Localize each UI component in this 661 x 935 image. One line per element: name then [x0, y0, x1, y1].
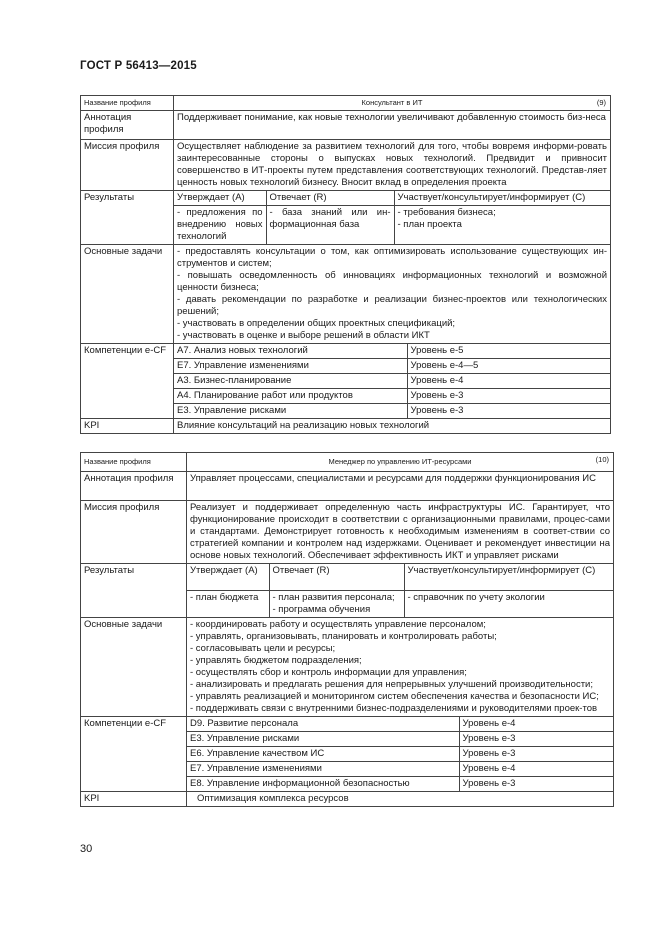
mission-row [81, 140, 611, 191]
competence-level: Уровень е-4—5 [407, 359, 610, 374]
kpi-row [81, 419, 611, 434]
competence-name: D9. Развитие персонала [187, 717, 459, 732]
results-value-approves: - план бюджета [187, 591, 269, 618]
results-value-responsible: - план развития персонала; - программа обучения [269, 591, 404, 618]
kpi-row [81, 792, 614, 807]
kpi-text: Оптимизация комплекса ресурсов [187, 792, 614, 807]
profile-table-10 [80, 452, 614, 807]
task-item: - предоставлять консультации о том, как оптимизировать использование существующих ин-струментов и систем; [177, 246, 607, 269]
competence-level: Уровень е-5 [407, 344, 610, 359]
profile-table-9 [80, 95, 611, 434]
task-item: - координировать работу и осуществлять управление персоналом; [190, 619, 486, 630]
tasks-label: Основные задачи [81, 245, 174, 344]
results-table [174, 191, 610, 244]
competence-level: Уровень е-3 [459, 732, 613, 747]
results-row [81, 564, 614, 618]
tasks-label: Основные задачи [81, 618, 187, 717]
task-item: - управлять реализацией и мониторингом систем обеспечения качества и безопасности ИС; [190, 691, 599, 702]
document-title: ГОСТ Р 56413—2015 [80, 60, 197, 72]
competence-name: Е3. Управление рисками [187, 732, 459, 747]
competence-name: Е3. Управление рисками [174, 404, 407, 419]
kpi-text: Влияние консультаций на реализацию новых технологий [174, 419, 611, 434]
profile-name-cell [187, 453, 614, 472]
results-row [81, 191, 611, 245]
task-item: - управлять бюджетом подразделения; [190, 655, 362, 666]
profile-number: (10) [595, 455, 609, 464]
mission-text: Реализует и поддерживает определенную часть инфраструктуры ИС. Гарантирует, что функционирование происходит в соответствии с организационными правилами, процес-сами и стандартами. Демонстрирует готовность к необходимым изменениям в соответ-ствии со стратегией компании и контролем над издержками. Оценивает и рекомендует инвестиции на основе новых технологий. Обеспечивает эффективность ИКТ и управляет рисками [187, 501, 614, 564]
mission-text: Осуществляет наблюдение за развитием технологий для того, чтобы вовремя информи-ровать заинтересованные стороны о выпусках новых технологий. Предвидит и привносит совершенство в ИТ-проекты путем представления соответствующих технологий. Представ-ляет ценность новых технологий бизнесу. Вносит вклад в определения проекта [174, 140, 611, 191]
annotation-text: Поддерживает понимание, как новые технологии увеличивают добавленную стоимость биз-неса [174, 111, 611, 140]
results-header-responsible: Отвечает (R) [266, 191, 394, 206]
competence-level: Уровень е-3 [410, 405, 464, 416]
kpi-label: KPI [81, 419, 174, 434]
annotation-row [81, 472, 614, 501]
task-item: - участвовать в оценке и выборе решений в области ИКТ [177, 330, 430, 341]
results-label: Результаты [81, 564, 187, 618]
task-item: - анализировать и предлагать решения для непрерывных улучшений производительности; [190, 679, 593, 690]
task-item: - согласовывать цели и ресурсы; [190, 643, 336, 654]
results-table [187, 564, 613, 617]
mission-label: Миссия профиля [81, 501, 187, 564]
competence-name: Е7. Управление изменениями [187, 762, 459, 777]
task-item: - поддерживать связи с внутренними бизнес-подразделениями и руководителями проек-тов [190, 703, 598, 714]
results-value-responsible: - база знаний или ин-формационная база [266, 206, 394, 245]
competences-table [174, 344, 610, 418]
task-item: - управлять, организовывать, планировать и контролировать работы; [190, 631, 497, 642]
results-header-contributes: Участвует/консультирует/информирует (С) [404, 564, 613, 591]
competence-name: Е7. Управление изменениями [174, 359, 407, 374]
mission-row [81, 501, 614, 564]
tasks-list [174, 245, 611, 344]
profile-name-label: Название профиля [81, 453, 187, 472]
results-value-contributes: - требования бизнеса; - план проекта [397, 207, 496, 230]
kpi-label: KPI [81, 792, 187, 807]
competence-name: Е6. Управление качеством ИС [187, 747, 459, 762]
profile-name: Консультант в ИТ [361, 98, 423, 107]
competence-level: Уровень е-4 [459, 762, 613, 777]
task-item: - осуществлять сбор и контроль информации для управления; [190, 667, 467, 678]
annotation-label: Аннотация профиля [81, 472, 187, 501]
profile-name: Менеджер по управлению ИТ-ресурсами [328, 457, 472, 466]
competences-label: Компетенции е-CF [81, 717, 187, 792]
competence-name: Е8. Управление информационной безопасностью [187, 777, 459, 792]
competence-level: Уровень е-4 [459, 717, 613, 732]
annotation-row [81, 111, 611, 140]
results-header-contributes: Участвует/консультирует/информирует (С) [394, 191, 610, 206]
profile-name-label: Название профиля [81, 96, 174, 111]
results-header-responsible: Отвечает (R) [269, 564, 404, 591]
tasks-row [81, 245, 611, 344]
profile-header-row [81, 96, 611, 111]
profile-name-cell [174, 96, 611, 111]
results-header-approves: Утверждает (А) [174, 191, 266, 206]
competences-table [187, 717, 613, 791]
page-number: 30 [80, 843, 93, 855]
competences-row [81, 344, 611, 419]
mission-label: Миссия профиля [81, 140, 174, 191]
results-value-approves: - предложения по внедрению новых технологий [174, 206, 266, 245]
task-item: - повышать осведомленность об инновациях информационных технологий и возможной ценности бизнеса; [177, 270, 607, 293]
competence-level: Уровень е-3 [407, 389, 610, 404]
competences-row [81, 717, 614, 792]
competence-name: А4. Планирование работ или продуктов [174, 389, 407, 404]
results-value-contributes: - справочник по учету экологии [407, 592, 545, 603]
results-header-approves: Утверждает (А) [187, 564, 269, 591]
competence-name: А3. Бизнес-планирование [174, 374, 407, 389]
competence-level: Уровень е-3 [462, 778, 516, 789]
tasks-row [81, 618, 614, 717]
annotation-text: Управляет процессами, специалистами и ресурсами для поддержки функционирования ИС [187, 472, 614, 501]
competence-name: А7. Анализ новых технологий [174, 344, 407, 359]
profile-number: (9) [596, 98, 606, 107]
competence-level: Уровень е-3 [459, 747, 613, 762]
competence-level: Уровень е-4 [407, 374, 610, 389]
tasks-list [187, 618, 614, 717]
results-label: Результаты [81, 191, 174, 245]
annotation-label: Аннотация профиля [81, 111, 174, 140]
competences-label: Компетенции e-CF [81, 344, 174, 419]
profile-header-row [81, 453, 614, 472]
task-item: - участвовать в определении общих проектных спецификаций; [177, 318, 456, 329]
task-item: - давать рекомендации по разработке и реализации бизнес-проектов или технологических решений; [177, 294, 607, 317]
